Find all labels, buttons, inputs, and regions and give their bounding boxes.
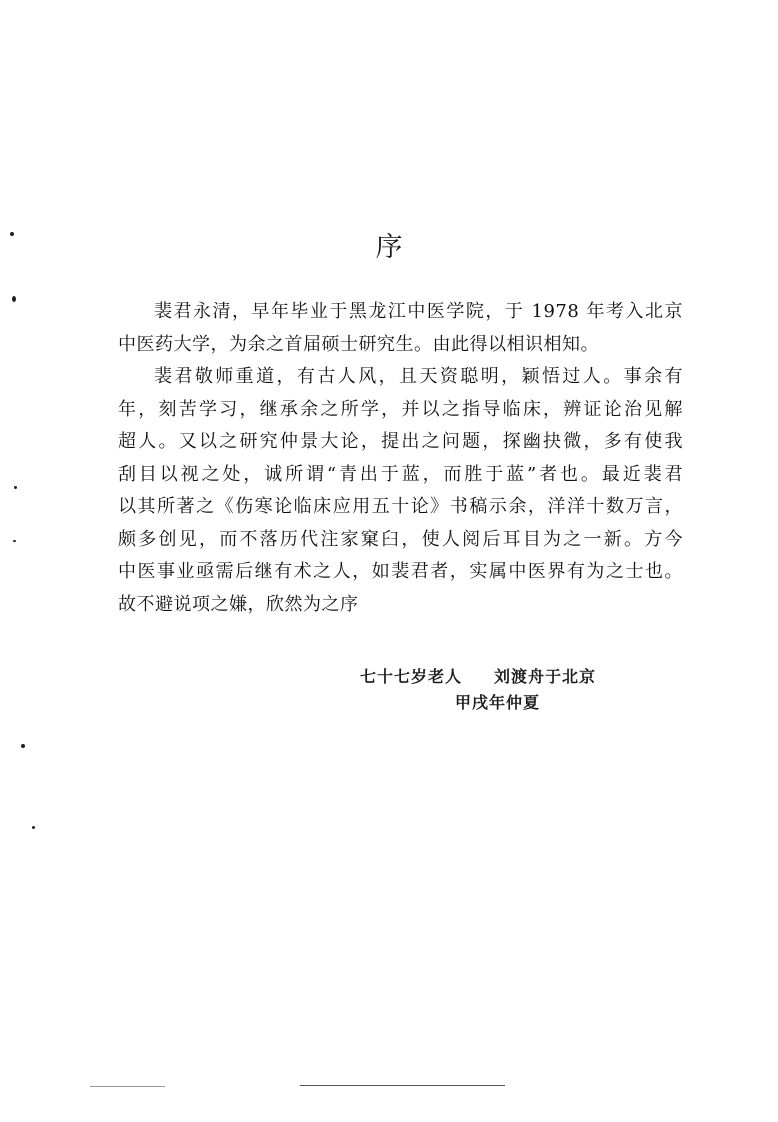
scan-speck [12,296,16,302]
text-line: 裴君敬师重道，有古人风，且天资聪明，颖悟过人。事余有 [154,366,683,387]
scan-speck [14,486,17,489]
scan-speck [13,540,16,542]
text-line: 颇多创见，而不落历代注家窠臼，使人阅后耳目为之一新。方今 [118,528,683,550]
footer-rule [90,1086,165,1087]
text-line: 中医药大学，为余之首届硕士研究生。由此得以相识相知。 [118,333,599,355]
text-line: 裴君永清，早年毕业于黑龙江中医学院，于 1978 年考入北京 [154,301,683,322]
signature-author: 刘渡舟于北京 [494,667,597,686]
scan-speck [21,744,25,748]
text-line: 故不避说项之嫌，欣然为之序 [118,593,359,615]
signature-block [360,664,660,716]
text-line: 年，刻苦学习，继承余之所学，并以之指导临床，辨证论治见解 [118,398,683,420]
signature-age: 七十七岁老人 [360,667,463,686]
footer-rule [300,1085,505,1086]
text-line: 超人。又以之研究仲景大论，提出之问题，探幽抉微，多有使我 [118,431,683,452]
text-line: 中医事业亟需后继有术之人，如裴君者，实属中医界有为之士也。 [118,561,683,582]
text-line: 以其所著之《伤寒论临床应用五十论》书稿示余，洋洋十数万言， [118,496,683,517]
preface-body [118,296,683,621]
page-title: 序 [375,232,403,263]
signature-date: 甲戌年仲夏 [455,693,541,712]
scan-speck [32,826,35,829]
text-line: 刮目以视之处，诚所谓“青出于蓝，而胜于蓝”者也。最近裴君 [118,463,683,485]
